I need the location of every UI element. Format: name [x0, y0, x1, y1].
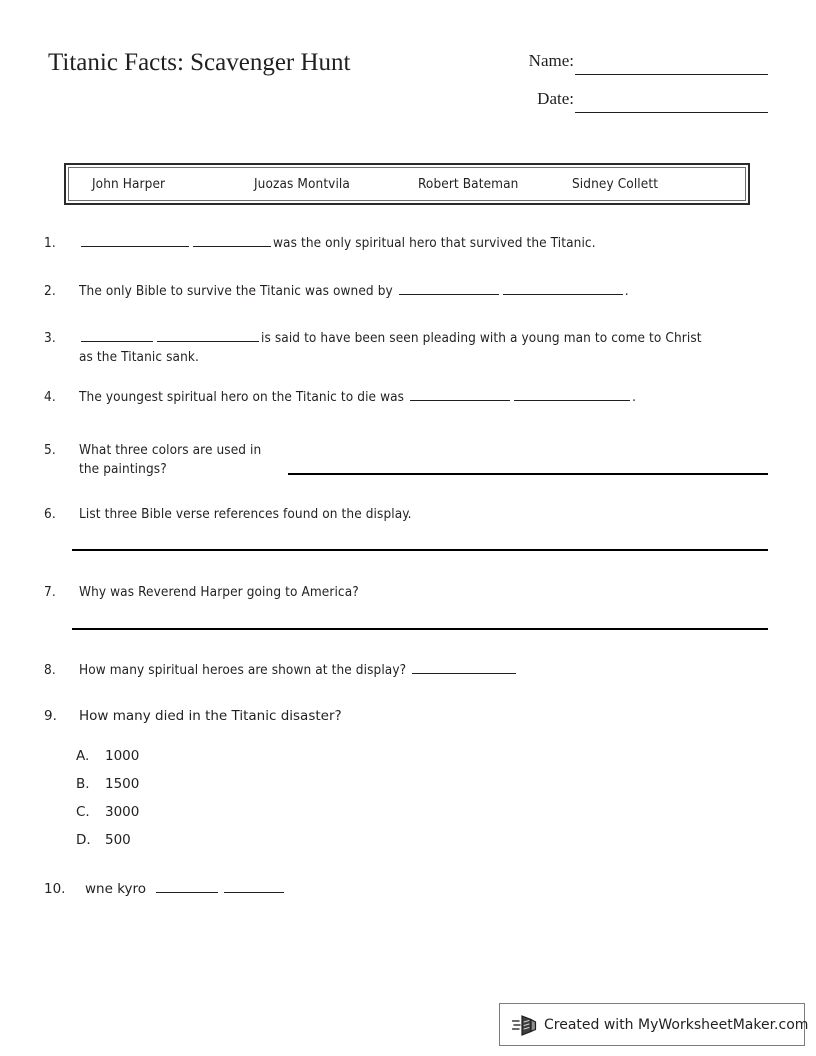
question-text — [85, 880, 286, 899]
question-number: 2. — [44, 283, 56, 299]
word-bank-item: John Harper — [92, 175, 166, 192]
question-text: How many died in the Titanic disaster? — [79, 708, 342, 724]
option-text: 3000 — [105, 804, 140, 820]
option-text: 1500 — [105, 776, 140, 792]
name-date-block — [505, 50, 770, 126]
question-text — [79, 441, 319, 479]
question-text-before: The youngest spiritual hero on the Titanic to die was — [79, 389, 405, 405]
answer-line[interactable] — [72, 628, 768, 630]
question-number: 1. — [44, 235, 56, 251]
question-text-after: . — [632, 389, 637, 405]
worksheet-maker-logo-icon — [512, 1013, 538, 1037]
name-row — [505, 50, 770, 88]
answer-blank[interactable] — [412, 661, 516, 674]
question-text-after: is said to have been seen pleading with a young man to come to Christ — [261, 330, 702, 346]
answer-blank[interactable] — [224, 880, 284, 893]
answer-blank[interactable] — [156, 880, 218, 893]
footer-text: Created with MyWorksheetMaker.com — [544, 1017, 809, 1033]
question-text — [79, 388, 636, 407]
answer-blank[interactable] — [157, 329, 259, 342]
option-letter: C. — [76, 804, 90, 820]
option-letter: D. — [76, 832, 91, 848]
question-number: 6. — [44, 506, 56, 522]
question-text-line2: as the Titanic sank. — [79, 349, 199, 365]
question-text — [79, 661, 518, 680]
answer-blank[interactable] — [81, 234, 189, 247]
question-text-line1: What three colors are used in — [79, 442, 262, 458]
word-bank-item: Juozas Montvila — [254, 175, 350, 192]
answer-blank[interactable] — [193, 234, 271, 247]
date-input-line[interactable] — [575, 112, 768, 113]
question-number: 4. — [44, 389, 56, 405]
answer-blank[interactable] — [503, 282, 623, 295]
question-text-label: How many spiritual heroes are shown at the display? — [79, 662, 407, 678]
option-letter: A. — [76, 748, 90, 764]
date-label: Date: — [537, 89, 574, 108]
question-number: 8. — [44, 662, 56, 678]
question-number: 9. — [44, 708, 57, 724]
question-text — [79, 282, 629, 301]
question-text — [79, 329, 801, 367]
question-text-after: . — [624, 283, 629, 299]
question-number: 3. — [44, 330, 56, 346]
answer-blank[interactable] — [81, 329, 153, 342]
word-bank-item: Sidney Collett — [572, 175, 659, 192]
word-bank — [64, 163, 750, 205]
question-text: List three Bible verse references found on the display. — [79, 506, 412, 522]
question-text-after: was the only spiritual hero that survived the Titanic. — [273, 235, 596, 251]
page-title: Titanic Facts: Scavenger Hunt — [48, 49, 351, 76]
question-number: 7. — [44, 584, 56, 600]
option-letter: B. — [76, 776, 90, 792]
word-bank-inner-border — [68, 167, 746, 201]
footer-badge[interactable] — [499, 1003, 809, 1046]
question-text-line2: the paintings? — [79, 461, 167, 477]
question-text — [79, 234, 596, 253]
question-text-before: The only Bible to survive the Titanic was owned by — [79, 283, 393, 299]
name-label: Name: — [528, 51, 574, 70]
answer-blank[interactable] — [410, 388, 510, 401]
answer-line[interactable] — [288, 473, 768, 475]
answer-line[interactable] — [72, 549, 768, 551]
question-text: Why was Reverend Harper going to America? — [79, 584, 359, 600]
name-input-line[interactable] — [575, 74, 768, 75]
answer-blank[interactable] — [514, 388, 630, 401]
question-text-label: wne kyro — [85, 881, 147, 897]
option-text: 1000 — [105, 748, 140, 764]
answer-blank[interactable] — [399, 282, 499, 295]
date-row — [505, 88, 770, 126]
option-text: 500 — [105, 832, 131, 848]
word-bank-item: Robert Bateman — [418, 175, 519, 192]
question-number: 5. — [44, 442, 56, 458]
question-number: 10. — [44, 881, 66, 897]
